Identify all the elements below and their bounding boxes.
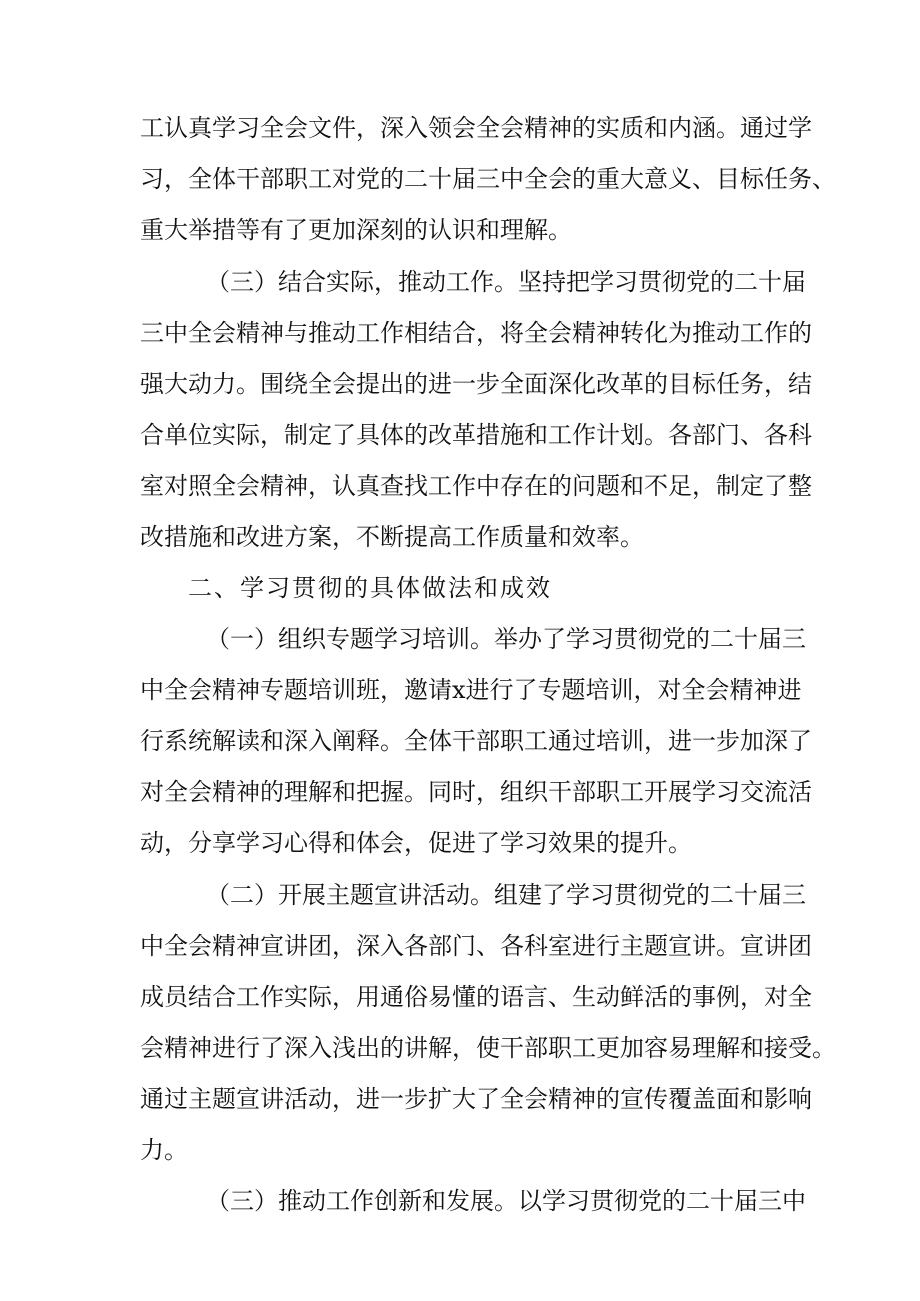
paragraph-line: （二）开展主题宣讲活动。组建了学习贯彻党的二十届三 [206,881,806,909]
paragraph-line: 三中全会精神与推动工作相结合，将全会精神转化为推动工作的 [140,319,812,347]
paragraph-line: 强大动力。围绕全会提出的进一步全面深化改革的目标任务，结 [140,370,812,398]
paragraph-line: （三）结合实际，推动工作。坚持把学习贯彻党的二十届 [206,268,806,296]
paragraph-line: 习，全体干部职工对党的二十届三中全会的重大意义、目标任务、 [140,165,836,193]
section-heading: 二、学习贯彻的具体做法和成效 [188,574,552,602]
paragraph-line: 改措施和改进方案，不断提高工作质量和效率。 [140,523,644,551]
paragraph-line: （一）组织专题学习培训。举办了学习贯彻党的二十届三 [206,625,806,653]
paragraph-line: 成员结合工作实际，用通俗易懂的语言、生动鲜活的事例，对全 [140,983,812,1011]
paragraph-line: 中全会精神宣讲团，深入各部门、各科室进行主题宣讲。宣讲团 [140,932,812,960]
paragraph-line: 通过主题宣讲活动，进一步扩大了全会精神的宣传覆盖面和影响 [140,1085,812,1113]
paragraph-line: 会精神进行了深入浅出的讲解，使干部职工更加容易理解和接受。 [140,1034,836,1062]
paragraph-line: 动，分享学习心得和体会，促进了学习效果的提升。 [140,829,692,857]
paragraph-line: 合单位实际，制定了具体的改革措施和工作计划。各部门、各科 [140,421,812,449]
paragraph-line: 室对照全会精神，认真查找工作中存在的问题和不足，制定了整 [140,472,812,500]
paragraph-line: 工认真学习全会文件，深入领会全会精神的实质和内涵。通过学 [140,114,812,142]
paragraph-line: 对全会精神的理解和把握。同时，组织干部职工开展学习交流活 [140,778,812,806]
paragraph-line: （三）推动工作创新和发展。以学习贯彻党的二十届三中 [206,1187,806,1215]
paragraph-line: 中全会精神专题培训班，邀请x进行了专题培训，对全会精神进 [140,676,802,704]
paragraph-line: 力。 [140,1136,188,1164]
paragraph-line: 重大举措等有了更加深刻的认识和理解。 [140,216,572,244]
paragraph-line: 行系统解读和深入阐释。全体干部职工通过培训，进一步加深了 [140,727,812,755]
